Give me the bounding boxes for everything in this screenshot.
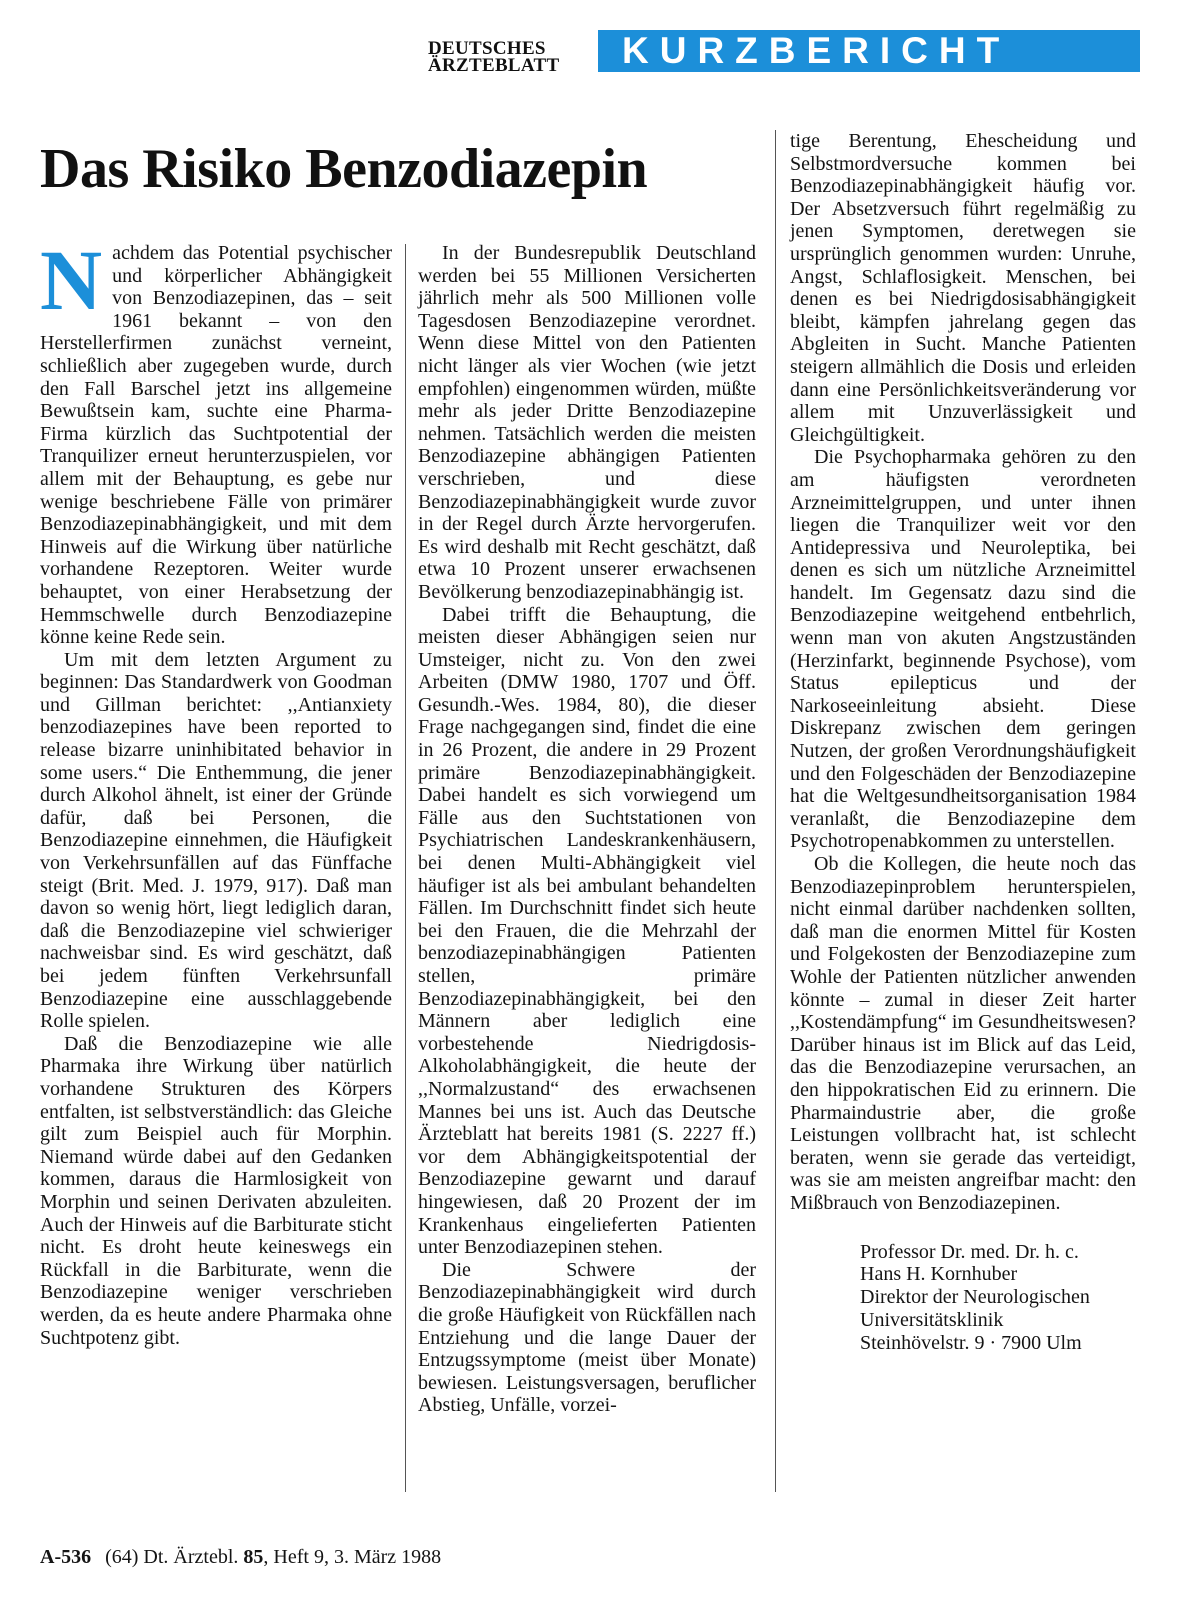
paragraph: Um mit dem letzten Argument zu beginnen: Das Standardwerk von Goodman und Gillman berichtet: ,,Antianxiety benzodiazepines have been reported to release bizarre uninhibitated behavior in some users.“ Die Enthemmung, die jener durch Alkohol ähnelt, ist einer der Gründe dafür, daß bei Personen, die Benzodiazepine einnehmen, die Häufigkeit von Verkehrsunfällen auf das Fünffache steigt (Brit. Med. J. 1979, 917). Daß man davon so wenig hört, liegt lediglich daran, daß die Benzodiazepine viel schwieriger nachweisbar sind. Es wird geschätzt, daß bei jedem fünften Verkehrsunfall Benzodiazepine eine ausschlaggebende Rolle spielen. xyxy=(40,648,392,1033)
author-line: Universitätsklinik xyxy=(860,1308,1004,1331)
column-divider xyxy=(775,130,776,1492)
article-title: Das Risiko Benzodiazepin xyxy=(40,138,648,200)
author-line: Hans H. Kornhuber xyxy=(860,1263,1018,1286)
page-footer xyxy=(40,1546,441,1569)
author-line: Professor Dr. med. Dr. h. c. xyxy=(860,1240,1079,1263)
author-line: Steinhövelstr. 9 · 7900 Ulm xyxy=(860,1331,1082,1354)
paragraph: Die Schwere der Benzodiazepinabhängigkeit wird durch die große Häufigkeit von Rückfällen nach Entziehung und die lange Dauer der Entzugssymptome (meist über Monate) bewiesen. Leistungsversagen, beruflicher Abstieg, Unfälle, vorzei- xyxy=(418,1258,756,1417)
paragraph: Dabei trifft die Behauptung, die meisten dieser Abhängigen seien nur Umsteiger, nicht zu. Von den zwei Arbeiten (DMW 1980, 1707 und Öff. Gesundh.-Wes. 1984, 80), die dieser Frage nachgegangen sind, findet die eine in 26 Prozent, die andere in 29 Prozent primäre Benzodiazepinabhängigkeit. Dabei handelt es sich vorwiegend um Fälle aus den Suchtstationen von Psychiatrischen Landeskrankenhäusern, bei denen Multi-Abhängigkeit viel häufiger ist als bei ambulant behandelten Fällen. Im Durchschnitt findet sich heute bei den Frauen, die die Mehrzahl der benzodiazepinabhängigen Patienten stellen, primäre Benzodiazepinabhängigkeit, bei den Männern aber lediglich eine vorbestehende Niedrigdosis-Alkoholabhängigkeit, die heute der ,,Normalzustand“ des erwachsenen Mannes bei uns ist. Auch das Deutsche Ärzteblatt hat bereits 1981 (S. 2227 ff.) vor dem Abhängigkeitspotential der Benzodiazepine gewarnt und darauf hingewiesen, daß 20 Prozent der im Krankenhaus eingelieferten Patienten unter Benzodiazepinen stehen. xyxy=(418,603,756,1259)
column-1 xyxy=(40,232,392,1349)
column-3 xyxy=(790,130,1136,1354)
column-divider xyxy=(405,244,406,1492)
paragraph: tige Berentung, Ehescheidung und Selbstmordversuche kommen bei Benzodiazepinabhängigkeit häufig vor. Der Absetzversuch führt regelmäßig zu jenen Symptomen, deretwegen sie ursprünglich genommen wurden: Unruhe, Angst, Schlaflosigkeit. Menschen, bei denen es bei Niedrigdosisabhängigkeit bleibt, kämpfen jahrelang gegen das Abgleiten in Sucht. Manche Patienten steigern allmählich die Dosis und erleiden dann eine Persönlichkeitsveränderung vor allem mit Unzuverlässigkeit und Gleichgültigkeit. xyxy=(790,130,1136,446)
paragraph: In der Bundesrepublik Deutschland werden bei 55 Millionen Versicherten jährlich mehr als 500 Millionen volle Tagesdosen Benzodiazepine verordnet. Wenn diese Mittel von den Patienten nicht länger als vier Wochen (wie jetzt empfohlen) eingenommen würden, müßte mehr als jeder Dritte Benzodiazepine nehmen. Tatsächlich werden die meisten Benzodiazepine abhängigen Patienten verschrieben, und diese Benzodiazepinabhängigkeit wurde zuvor in der Regel durch Ärzte hervorgerufen. Es wird deshalb mit Recht geschätzt, daß etwa 10 Prozent unserer erwachsenen Bevölkerung benzodiazepinabhängig ist. xyxy=(418,242,756,603)
author-block xyxy=(860,1241,1136,1355)
paragraph: Daß die Benzodiazepine wie alle Pharmaka ihre Wirkung über natürlich vorhandene Strukturen des Körpers entfalten, ist selbstverständlich: das Gleiche gilt zum Beispiel auch für Morphin. Niemand würde dabei auf den Gedanken kommen, daraus die Harmlosigkeit von Morphin und seinen Derivaten abzuleiten. Auch der Hinweis auf die Barbiturate sticht nicht. Es droht heute keineswegs ein Rückfall in die Barbiturate, wenn die Benzodiazepine weniger verschrieben werden, da es heute andere Pharmaka ohne Suchtpotenz gibt. xyxy=(40,1032,392,1349)
masthead-logo xyxy=(428,40,594,74)
paragraph: Die Psychopharmaka gehören zu den am häufigsten verordneten Arzneimittelgruppen, und unter ihnen liegen die Tranquilizer weit vor den Antidepressiva und Neuroleptika, bei denen es sich um nützliche Arzneimittel handelt. Im Gegensatz dazu sind die Benzodiazepine weitgehend entbehrlich, wenn man von akuten Angstzuständen (Herzinfarkt, beginnende Psychose), vom Status epilepticus und der Narkoseeinleitung absieht. Diese Diskrepanz zwischen dem geringen Nutzen, der großen Verordnungshäufigkeit und den Folgeschäden der Benzodiazepine hat die Weltgesundheitsorganisation 1984 veranlaßt, die Benzodiazepine dem Psychotropenabkommen zu unterstellen. xyxy=(790,446,1136,853)
paragraph: Ob die Kollegen, die heute noch das Benzodiazepinproblem herunterspielen, nicht einmal darüber nachdenken sollten, daß man die enormen Mittel für Kosten und Folgekosten der Benzodiazepine zum Wohle der Patienten nützlicher anwenden könnte – zumal in dieser Zeit harter ,,Kostendämpfung“ im Gesundheitswesen? Darüber hinaus ist im Blick auf das Leid, das die Benzodiazepine verursachen, an den hippokratischen Eid zu erinnern. Die Pharmaindustrie aber, die große Leistungen vollbracht hat, ist schlecht beraten, wenn sie gerade das verteidigt, was sie am meisten angreifbar macht: den Mißbrauch von Benzodiazepinen. xyxy=(790,853,1136,1214)
masthead-line2: ÄRZTEBLATT xyxy=(428,55,560,76)
page-number: A-536 xyxy=(40,1546,92,1568)
paragraph xyxy=(40,232,392,649)
author-line: Direktor der Neurologischen xyxy=(860,1286,1090,1309)
citation-suffix: , Heft 9, 3. März 1988 xyxy=(263,1546,442,1568)
volume-number: 85 xyxy=(243,1546,264,1568)
section-banner: KURZBERICHT xyxy=(598,30,1140,72)
paragraph-text: achdem das Potential psychischer und körperlicher Abhängigkeit von Benzodiazepinen, das – seit 1961 bekannt – von den Herstellerfirmen zunächst verneint, schließlich aber zugegeben wurde, durch den Fall Barschel jetzt ins allgemeine Bewußtsein kam, suchte eine Pharma-Firma kürzlich das Suchtpotential der Tranquilizer erneut herunterzuspielen, vor allem mit der Behauptung, es gebe nur wenige beschriebene Fälle von primärer Benzodiazepinabhängigkeit, und mit dem Hinweis auf die Wirkung über natürliche vorhandene Rezeptoren. Weiter wurde behauptet, von einer Herabsetzung der Hemmschwelle durch Benzodiazepine könne keine Rede sein. xyxy=(40,242,392,649)
citation-prefix: (64) Dt. Ärztebl. xyxy=(105,1546,239,1568)
masthead-line1: DEUTSCHES xyxy=(428,38,546,59)
column-2 xyxy=(418,242,756,1417)
drop-cap: N xyxy=(40,232,103,328)
